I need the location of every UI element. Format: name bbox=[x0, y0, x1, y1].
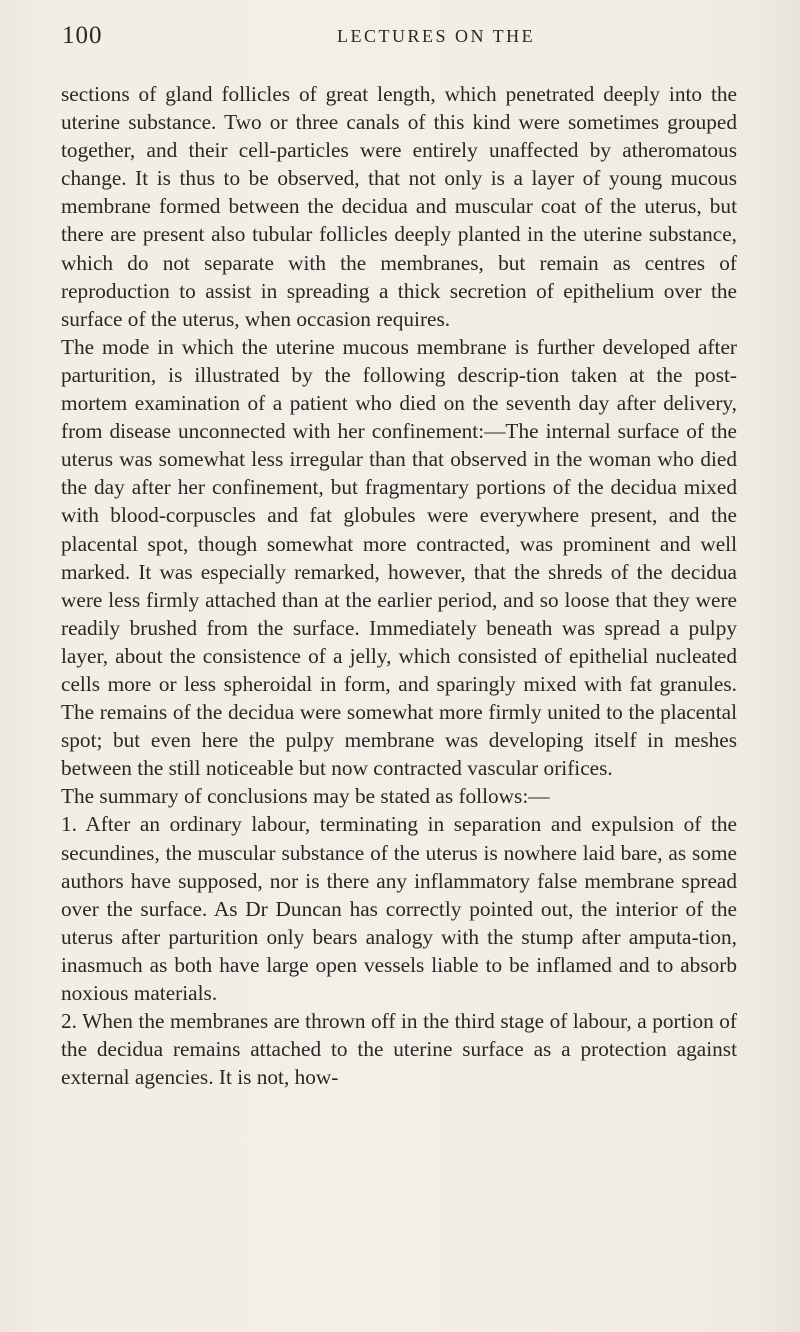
body-text bbox=[61, 80, 737, 1091]
numbered-paragraph: 1. After an ordinary labour, terminating in separation and expulsion of the secundines, the muscular substance of the uterus is nowhere laid bare, as some authors have supposed, nor is there any inflammatory false membrane spread over the surface. As Dr Duncan has correctly pointed out, the interior of the uterus after parturition only bears analogy with the stump after amputa-tion, inasmuch as both have large open vessels liable to be inflamed and to absorb noxious materials. bbox=[61, 812, 737, 1005]
page-number: 100 bbox=[62, 22, 103, 49]
paragraph: sections of gland follicles of great length, which penetrated deeply into the uterine substance. Two or three canals of this kind were sometimes grouped together, and their cell-particles were entirely unaffected by atheromatous change. It is thus to be observed, that not only is a layer of young mucous membrane formed between the decidua and muscular coat of the uterus, but there are present also tubular follicles deeply planted in the uterine substance, which do not separate with the membranes, but remain as centres of reproduction to assist in spreading a thick secretion of epithelium over the surface of the uterus, when occasion requires. bbox=[61, 82, 737, 331]
paragraph: The summary of conclusions may be stated as follows:— bbox=[61, 784, 550, 809]
numbered-paragraph: 2. When the membranes are thrown off in the third stage of labour, a portion of the decidua remains attached to the uterine surface as a protection against external agencies. It is not, how- bbox=[61, 1009, 737, 1090]
running-title: LECTURES ON THE bbox=[337, 26, 536, 46]
running-head bbox=[62, 22, 722, 62]
paragraph: The mode in which the uterine mucous membrane is further developed after parturition, is illustrated by the following descrip-tion taken at the post-mortem examination of a patient who died on the seventh day after delivery, from disease unconnected with her confinement:—The internal surface of the uterus was somewhat less irregular than that observed in the woman who died the day after her confinement, but fragmentary portions of the decidua mixed with blood-corpuscles and fat globules were everywhere present, and the placental spot, though somewhat more contracted, was prominent and well marked. It was especially remarked, however, that the shreds of the decidua were less firmly attached than at the earlier period, and so loose that they were readily brushed from the surface. Immediately beneath was spread a pulpy layer, about the consistence of a jelly, which consisted of epithelial nucleated cells more or less spheroidal in form, and sparingly mixed with fat granules. The remains of the decidua were somewhat more firmly united to the placental spot; but even here the pulpy membrane was developing itself in meshes between the still noticeable but now contracted vascular orifices. bbox=[61, 334, 737, 781]
